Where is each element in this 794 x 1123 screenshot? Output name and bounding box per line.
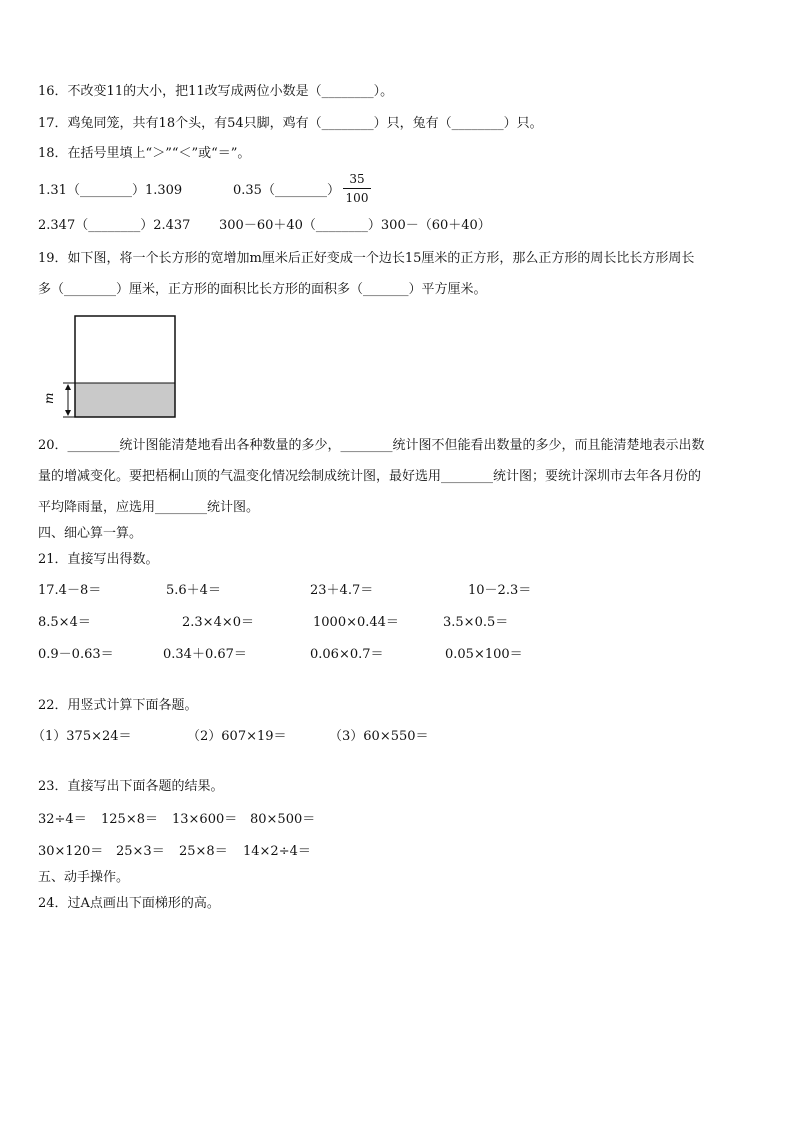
q21-item: 3.5×0.5＝ bbox=[443, 615, 509, 630]
figure-label-m: m bbox=[42, 392, 56, 404]
question-18-row2-right: 300－60＋40（________）300－（60＋40） bbox=[219, 218, 491, 233]
question-20-line1: 20．________统计图能清楚地看出各种数量的多少，________统计图不但能看出数量的多少，而且能清楚地表示出数 bbox=[38, 438, 705, 453]
question-18-stem: 18．在括号里填上“＞”“＜”或“＝”。 bbox=[38, 146, 251, 161]
q23-item: 14×2÷4＝ bbox=[243, 844, 311, 859]
question-23-stem: 23．直接写出下面各题的结果。 bbox=[38, 779, 224, 794]
question-16: 16．不改变11的大小，把11改写成两位小数是（________）。 bbox=[38, 84, 394, 99]
question-17: 17．鸡兔同笼，共有18个头，有54只脚，鸡有（________）只，兔有（________）只。 bbox=[38, 116, 543, 131]
question-20-line2: 量的增减变化。要把梧桐山顶的气温变化情况绘制成统计图，最好选用________统计图；要统计深圳市去年各月份的 bbox=[38, 469, 702, 484]
q21-item: 0.05×100＝ bbox=[445, 647, 523, 662]
question-18-row1-left: 1.31（________）1.309 bbox=[38, 183, 183, 198]
question-22-stem: 22．用竖式计算下面各题。 bbox=[38, 698, 198, 713]
fraction-numerator: 35 bbox=[343, 172, 371, 189]
q21-item: 10－2.3＝ bbox=[468, 583, 532, 598]
q21-item: 0.9－0.63＝ bbox=[38, 647, 114, 662]
rectangle-square-figure bbox=[42, 313, 185, 423]
question-19-line1: 19．如下图，将一个长方形的宽增加m厘米后正好变成一个边长15厘米的正方形，那么正方形的周长比长方形周长 bbox=[38, 251, 695, 266]
q23-item: 13×600＝ bbox=[172, 812, 238, 827]
question-18-row2-left: 2.347（________）2.437 bbox=[38, 218, 191, 233]
q21-item: 1000×0.44＝ bbox=[313, 615, 399, 630]
q22-item: （1）375×24＝ bbox=[32, 729, 132, 744]
q21-item: 2.3×4×0＝ bbox=[182, 615, 255, 630]
q23-item: 30×120＝ bbox=[38, 844, 104, 859]
question-24: 24．过A点画出下面梯形的高。 bbox=[38, 896, 220, 911]
fraction-denominator: 100 bbox=[345, 191, 369, 205]
q22-item: （3）60×550＝ bbox=[329, 729, 429, 744]
q23-item: 25×3＝ bbox=[116, 844, 165, 859]
q21-item: 17.4－8＝ bbox=[38, 583, 102, 598]
section-4-heading: 四、细心算一算。 bbox=[38, 526, 143, 541]
added-strip bbox=[75, 383, 175, 417]
section-5-heading: 五、动手操作。 bbox=[38, 870, 130, 885]
arrow-up-icon bbox=[65, 384, 71, 390]
question-18-row1-right: 0.35（________） bbox=[233, 183, 340, 198]
question-20-line3: 平均降雨量，应选用________统计图。 bbox=[38, 500, 260, 515]
q21-item: 8.5×4＝ bbox=[38, 615, 91, 630]
q23-item: 25×8＝ bbox=[179, 844, 228, 859]
q21-item: 0.34＋0.67＝ bbox=[163, 647, 247, 662]
question-19-line2: 多（________）厘米，正方形的面积比长方形的面积多（_______）平方厘米。 bbox=[38, 282, 487, 297]
q21-item: 5.6＋4＝ bbox=[166, 583, 221, 598]
question-21-stem: 21．直接写出得数。 bbox=[38, 552, 159, 567]
fraction-35-100 bbox=[343, 172, 371, 205]
q21-item: 0.06×0.7＝ bbox=[310, 647, 384, 662]
q23-item: 80×500＝ bbox=[250, 812, 316, 827]
q22-item: （2）607×19＝ bbox=[187, 729, 287, 744]
arrow-down-icon bbox=[65, 410, 71, 416]
q21-item: 23＋4.7＝ bbox=[310, 583, 374, 598]
q23-item: 32÷4＝ bbox=[38, 812, 87, 827]
q23-item: 125×8＝ bbox=[101, 812, 158, 827]
